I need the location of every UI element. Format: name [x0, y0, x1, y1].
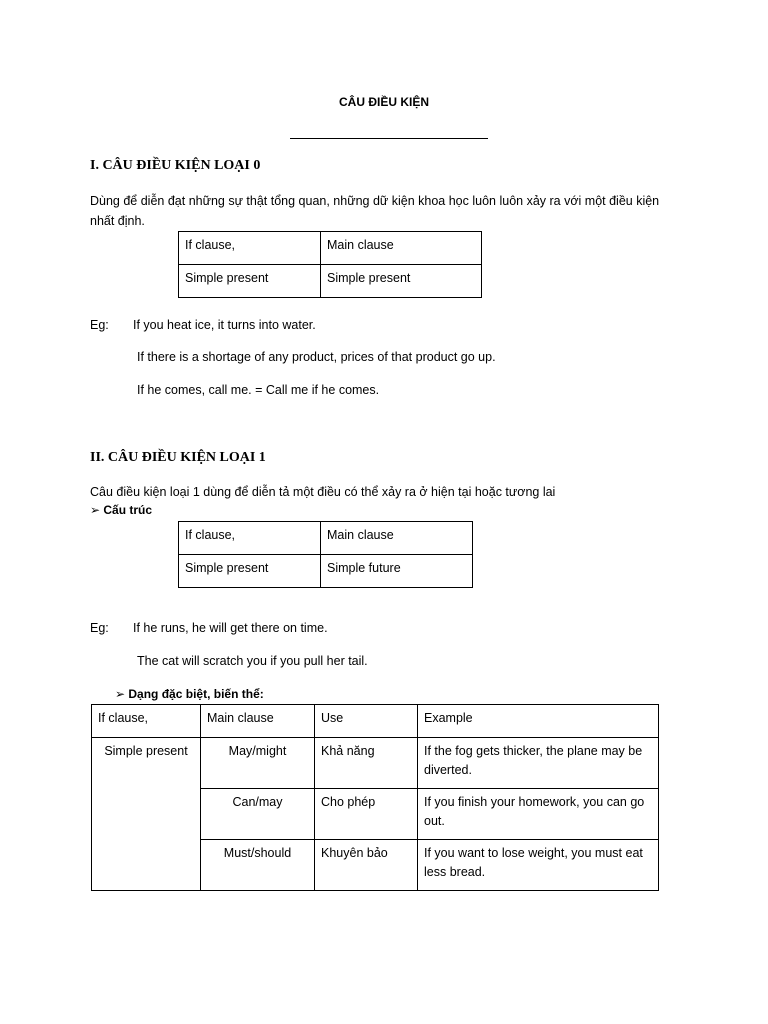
- section-2-heading: II. CÂU ĐIỀU KIỆN LOẠI 1: [90, 450, 266, 465]
- table-cell: Example: [418, 705, 659, 738]
- table-row: [179, 265, 482, 298]
- table-cell: Simple present: [92, 738, 201, 891]
- example-label: Eg:: [90, 621, 109, 635]
- table-cell: May/might: [201, 738, 315, 789]
- type1-table: [178, 521, 473, 588]
- table-header-row: [179, 522, 473, 555]
- table-cell: Simple present: [179, 265, 321, 298]
- example-text: If you heat ice, it turns into water.: [133, 318, 316, 332]
- variant-label: ➢ Dạng đặc biệt, biến thể:: [115, 687, 264, 701]
- table-cell: Simple future: [321, 555, 473, 588]
- table-cell: Main clause: [321, 232, 482, 265]
- table-cell: If clause,: [179, 232, 321, 265]
- table-cell: Main clause: [201, 705, 315, 738]
- table-row: [92, 738, 659, 789]
- structure-label: ➢ Cấu trúc: [90, 503, 153, 517]
- table-header-row: [92, 705, 659, 738]
- table-cell: If you finish your homework, you can go out.: [418, 789, 659, 840]
- table-cell: Cho phép: [315, 789, 418, 840]
- table-cell: If clause,: [92, 705, 201, 738]
- table-cell: Khuyên bảo: [315, 840, 418, 891]
- table-cell: Simple present: [179, 555, 321, 588]
- title-underline: [290, 138, 488, 139]
- example-label: Eg:: [90, 318, 109, 332]
- type0-table: [178, 231, 482, 298]
- section-2-description: Câu điều kiện loại 1 dùng để diễn tả một điều có thể xảy ra ở hiện tại hoặc tương lai: [90, 485, 556, 499]
- table-cell: If the fog gets thicker, the plane may be diverted.: [418, 738, 659, 789]
- variant-table: [91, 704, 659, 891]
- section-1-heading: I. CÂU ĐIỀU KIỆN LOẠI 0: [90, 158, 261, 173]
- table-cell: If clause,: [179, 522, 321, 555]
- example-text: If there is a shortage of any product, prices of that product go up.: [137, 350, 496, 364]
- table-cell: Main clause: [321, 522, 473, 555]
- example-text: If he comes, call me. = Call me if he comes.: [137, 383, 380, 397]
- document-title: CÂU ĐIỀU KIỆN: [338, 95, 429, 109]
- table-cell: Can/may: [201, 789, 315, 840]
- table-cell: Simple present: [321, 265, 482, 298]
- section-1-description: Dùng để diễn đạt những sự thật tổng quan, những dữ kiện khoa học luôn luôn xảy ra với một điều kiện nhất định.: [90, 194, 660, 228]
- example-text: If he runs, he will get there on time.: [133, 621, 328, 635]
- example-text: The cat will scratch you if you pull her tail.: [137, 654, 368, 668]
- table-cell: Must/should: [201, 840, 315, 891]
- table-cell: Use: [315, 705, 418, 738]
- table-cell: If you want to lose weight, you must eat less bread.: [418, 840, 659, 891]
- table-row: [179, 555, 473, 588]
- table-cell: Khả năng: [315, 738, 418, 789]
- table-header-row: [179, 232, 482, 265]
